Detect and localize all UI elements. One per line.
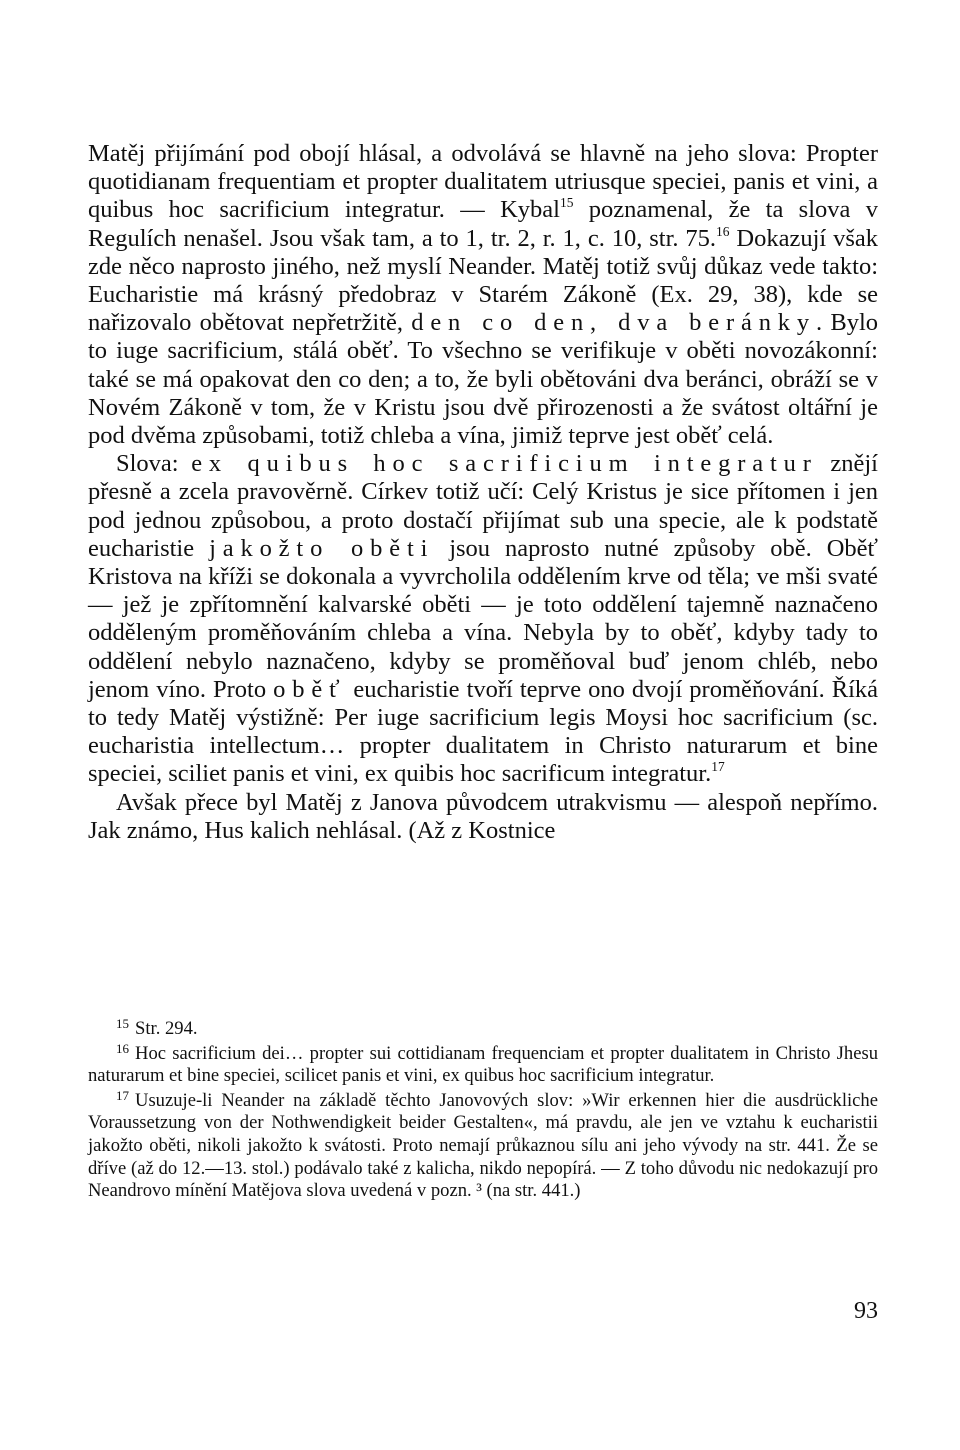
footnote-text: Hoc sacrificium dei… propter sui cottidianam frequenciam et propter dualitatem in Christo Jhesu naturarum et bine speciei, scilicet panis et vini, ex quibus hoc sacrificium integratur. <box>88 1042 878 1087</box>
spaced-emphasis: ex quibus hoc sacrificium integratur <box>191 450 818 478</box>
spaced-emphasis: den co den, dva beránky <box>411 309 817 337</box>
footnote-number: 17 <box>116 1087 130 1103</box>
footnote-text: Usuzuje-li Neander na základě těchto Janovových slov: »Wir erkennen hier die ausdrückliche Voraussetzung von der Nothwendigkeit beider Gestalten«, má pravdu, ale jen ve vztahu k eucharistii jakožto oběti, nikoli jakožto k svátosti. Proto nemají průkaznou sílu ani jeho vývody na str. 441. Že se dříve (až do 12.—13. stol.) podávalo také z kalicha, nikdo nepopírá. — Z toho důvodu nic nedokazují pro Neandrovo mínění Matějova slova uvedená v pozn. ³ (na str. 441.) <box>88 1089 878 1202</box>
footnote-number: 16 <box>116 1040 130 1056</box>
text-run: Dokazují však zde něco naprosto jiného, než myslí Neander. Matěj totiž svůj důkaz vede takto: Eucharistie má krásný předobraz v Starém Zákoně (Ex. 29, 38), kde se nařizovalo obětovat nepřetržitě, <box>88 224 878 337</box>
spaced-emphasis: jakožto oběti <box>209 534 435 562</box>
footnotes <box>88 1018 878 1203</box>
footnote <box>88 1087 878 1203</box>
text-run: Slova: <box>116 450 192 478</box>
text-run: znějí přesně a zcela pravověrně. Církev totiž učí: Celý Kristus je sice přítomen i jen pod jednou způsobou, a proto dostačí přijímat sub una specie, ale k podstatě eucharistie <box>88 450 878 562</box>
footnote-number: 15 <box>116 1016 130 1032</box>
spaced-emphasis: oběť <box>273 675 347 703</box>
text-run: jsou naprosto nutné způsoby obě. Oběť Kristova na kříži se dokonala a vyvrcholila oddělením krve od těla; ve mši svaté — jež je zpřítomnění kalvarské oběti — je toto oddělení tajemně naznačeno odděleným proměňováním chleba a vína. Nebyla by to oběť, kdyby tady to oddělení nebylo naznačeno, kdyby se proměňoval buď jenom chléb, nebo jenom víno. Proto <box>88 534 878 703</box>
paragraph <box>88 450 878 788</box>
main-text <box>88 140 878 845</box>
text-run: eucharistie tvoří teprve ono dvojí proměňování. Říká to tedy Matěj výstižně: Per iuge sacrificium legis Moysi hoc sacrificium (sc. eucharistia intellectum… propter dualitatem in Christo naturarum et bine speciei, sciliet panis et vini, ex quibis hoc sacrificum integratur. <box>88 675 878 788</box>
text-run: Avšak přece byl Matěj z Janova původcem utrakvismu — alespoň nepřímo. Jak známo, Hus kalich nehlásal. (Až z Kostnice <box>88 788 878 844</box>
footnote-ref: 17 <box>711 759 725 775</box>
page-number: 93 <box>854 1298 878 1324</box>
footnote-text: Str. 294. <box>135 1018 198 1039</box>
paragraph <box>88 140 878 450</box>
text-run: . Bylo to iuge sacrificium, stálá oběť. To všechno se verifikuje v oběti novozákonní: také se má opakovat den co den; a to, že byli obětováni dva beránci, obráží se v Novém Zákoně v tom, že v Kristu jsou dvě přirozenosti a že svátost oltářní je pod dvěma způsobami, totiž chleba a vína, jimiž teprve jest oběť celá. <box>88 309 878 450</box>
footnote-ref: 16 <box>716 223 730 239</box>
footnote <box>88 1018 878 1041</box>
footnote-ref: 15 <box>559 195 574 211</box>
page-body <box>88 140 878 845</box>
paragraph <box>88 789 878 845</box>
text-run: poznamenal, že ta slova v Regulích nenašel. Jsou však tam, a to 1, tr. 2, r. 1, c. 10, str. 75. <box>88 196 878 252</box>
text-run: Matěj přijímání pod obojí hlásal, a odvolává se hlavně na jeho slova: Propter quotidianam frequentiam et propter dualitatem utriusque speciei, panis et vini, a quibus hoc sacrificium integratur. — Kybal <box>88 140 878 224</box>
footnote <box>88 1040 878 1088</box>
